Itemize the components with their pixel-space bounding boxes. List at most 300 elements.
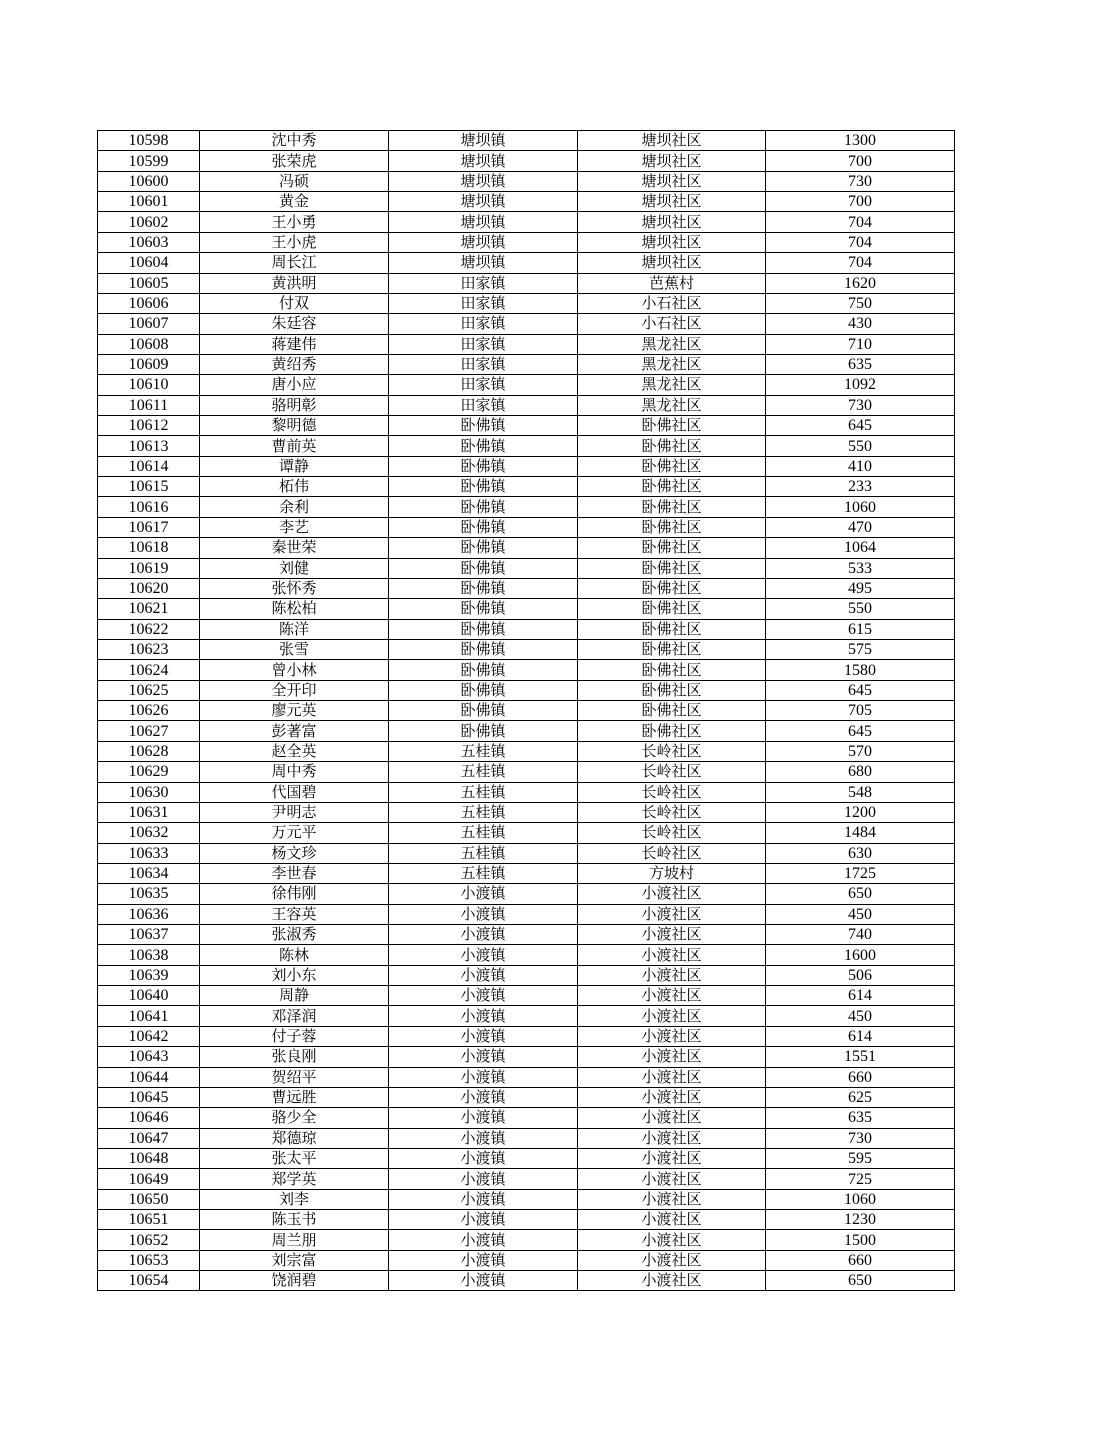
- table-row: [98, 436, 955, 456]
- name-cell: 张淑秀: [200, 925, 389, 945]
- name-cell: 张良刚: [200, 1047, 389, 1067]
- row-id-cell: 10631: [98, 802, 200, 822]
- amount-cell: 430: [766, 314, 955, 334]
- town-cell: 五桂镇: [389, 823, 578, 843]
- name-cell: 赵全英: [200, 741, 389, 761]
- community-cell: 小石社区: [578, 293, 766, 313]
- row-id-cell: 10601: [98, 192, 200, 212]
- row-id-cell: 10612: [98, 416, 200, 436]
- row-id-cell: 10620: [98, 578, 200, 598]
- row-id-cell: 10605: [98, 273, 200, 293]
- row-id-cell: 10607: [98, 314, 200, 334]
- table-row: [98, 701, 955, 721]
- row-id-cell: 10618: [98, 538, 200, 558]
- town-cell: 五桂镇: [389, 802, 578, 822]
- community-cell: 卧佛社区: [578, 497, 766, 517]
- table-row: [98, 273, 955, 293]
- amount-cell: 595: [766, 1148, 955, 1168]
- row-id-cell: 10647: [98, 1128, 200, 1148]
- row-id-cell: 10652: [98, 1230, 200, 1250]
- amount-cell: 645: [766, 721, 955, 741]
- name-cell: 王容英: [200, 904, 389, 924]
- amount-cell: 660: [766, 1250, 955, 1270]
- town-cell: 小渡镇: [389, 1230, 578, 1250]
- name-cell: 冯硕: [200, 171, 389, 191]
- community-cell: 小渡社区: [578, 1189, 766, 1209]
- community-cell: 卧佛社区: [578, 456, 766, 476]
- row-id-cell: 10621: [98, 599, 200, 619]
- table-row: [98, 639, 955, 659]
- community-cell: 塘坝社区: [578, 212, 766, 232]
- name-cell: 付子蓉: [200, 1026, 389, 1046]
- table-row: [98, 599, 955, 619]
- table-row: [98, 863, 955, 883]
- community-cell: 小渡社区: [578, 1108, 766, 1128]
- town-cell: 塘坝镇: [389, 171, 578, 191]
- community-cell: 卧佛社区: [578, 619, 766, 639]
- amount-cell: 730: [766, 1128, 955, 1148]
- community-cell: 小渡社区: [578, 1148, 766, 1168]
- town-cell: 小渡镇: [389, 945, 578, 965]
- amount-cell: 730: [766, 395, 955, 415]
- community-cell: 小渡社区: [578, 1026, 766, 1046]
- community-cell: 小渡社区: [578, 884, 766, 904]
- amount-cell: 506: [766, 965, 955, 985]
- town-cell: 五桂镇: [389, 843, 578, 863]
- amount-cell: 705: [766, 701, 955, 721]
- table-row: [98, 253, 955, 273]
- table-row: [98, 131, 955, 151]
- row-id-cell: 10625: [98, 680, 200, 700]
- row-id-cell: 10614: [98, 456, 200, 476]
- name-cell: 张雪: [200, 639, 389, 659]
- table-row: [98, 517, 955, 537]
- table-row: [98, 416, 955, 436]
- name-cell: 沈中秀: [200, 131, 389, 151]
- amount-cell: 233: [766, 477, 955, 497]
- table-row: [98, 1230, 955, 1250]
- row-id-cell: 10642: [98, 1026, 200, 1046]
- row-id-cell: 10641: [98, 1006, 200, 1026]
- town-cell: 小渡镇: [389, 965, 578, 985]
- community-cell: 长岭社区: [578, 741, 766, 761]
- name-cell: 骆明彰: [200, 395, 389, 415]
- town-cell: 小渡镇: [389, 1148, 578, 1168]
- table-row: [98, 823, 955, 843]
- amount-cell: 1551: [766, 1047, 955, 1067]
- town-cell: 卧佛镇: [389, 436, 578, 456]
- name-cell: 郑学英: [200, 1169, 389, 1189]
- table-row: [98, 395, 955, 415]
- name-cell: 朱廷容: [200, 314, 389, 334]
- town-cell: 塘坝镇: [389, 212, 578, 232]
- amount-cell: 550: [766, 436, 955, 456]
- name-cell: 张怀秀: [200, 578, 389, 598]
- row-id-cell: 10630: [98, 782, 200, 802]
- name-cell: 陈松柏: [200, 599, 389, 619]
- community-cell: 卧佛社区: [578, 416, 766, 436]
- amount-cell: 1060: [766, 1189, 955, 1209]
- town-cell: 卧佛镇: [389, 721, 578, 741]
- row-id-cell: 10653: [98, 1250, 200, 1270]
- amount-cell: 1600: [766, 945, 955, 965]
- row-id-cell: 10623: [98, 639, 200, 659]
- row-id-cell: 10646: [98, 1108, 200, 1128]
- name-cell: 周长江: [200, 253, 389, 273]
- community-cell: 塘坝社区: [578, 192, 766, 212]
- name-cell: 黄金: [200, 192, 389, 212]
- amount-cell: 645: [766, 416, 955, 436]
- amount-cell: 1500: [766, 1230, 955, 1250]
- table-row: [98, 1047, 955, 1067]
- community-cell: 长岭社区: [578, 843, 766, 863]
- town-cell: 五桂镇: [389, 762, 578, 782]
- name-cell: 周中秀: [200, 762, 389, 782]
- row-id-cell: 10637: [98, 925, 200, 945]
- table-row: [98, 762, 955, 782]
- table-row: [98, 802, 955, 822]
- name-cell: 尹明志: [200, 802, 389, 822]
- amount-cell: 700: [766, 151, 955, 171]
- amount-cell: 570: [766, 741, 955, 761]
- table-row: [98, 660, 955, 680]
- town-cell: 小渡镇: [389, 1026, 578, 1046]
- data-table: [97, 130, 955, 1291]
- name-cell: 周兰朋: [200, 1230, 389, 1250]
- name-cell: 蒋建伟: [200, 334, 389, 354]
- row-id-cell: 10629: [98, 762, 200, 782]
- row-id-cell: 10634: [98, 863, 200, 883]
- table-row: [98, 375, 955, 395]
- row-id-cell: 10610: [98, 375, 200, 395]
- amount-cell: 550: [766, 599, 955, 619]
- town-cell: 卧佛镇: [389, 660, 578, 680]
- name-cell: 陈林: [200, 945, 389, 965]
- town-cell: 小渡镇: [389, 1250, 578, 1270]
- table-row: [98, 904, 955, 924]
- table-row: [98, 1067, 955, 1087]
- table-row: [98, 1210, 955, 1230]
- row-id-cell: 10598: [98, 131, 200, 151]
- community-cell: 塘坝社区: [578, 232, 766, 252]
- table-row: [98, 1148, 955, 1168]
- row-id-cell: 10626: [98, 701, 200, 721]
- community-cell: 小渡社区: [578, 1128, 766, 1148]
- table-row: [98, 884, 955, 904]
- name-cell: 张荣虎: [200, 151, 389, 171]
- community-cell: 小渡社区: [578, 986, 766, 1006]
- community-cell: 卧佛社区: [578, 517, 766, 537]
- community-cell: 小渡社区: [578, 945, 766, 965]
- community-cell: 长岭社区: [578, 782, 766, 802]
- community-cell: 黑龙社区: [578, 395, 766, 415]
- amount-cell: 615: [766, 619, 955, 639]
- town-cell: 小渡镇: [389, 1006, 578, 1026]
- community-cell: 卧佛社区: [578, 538, 766, 558]
- amount-cell: 1580: [766, 660, 955, 680]
- table-row: [98, 232, 955, 252]
- amount-cell: 710: [766, 334, 955, 354]
- town-cell: 小渡镇: [389, 904, 578, 924]
- row-id-cell: 10603: [98, 232, 200, 252]
- town-cell: 卧佛镇: [389, 456, 578, 476]
- town-cell: 小渡镇: [389, 1128, 578, 1148]
- amount-cell: 645: [766, 680, 955, 700]
- town-cell: 塘坝镇: [389, 131, 578, 151]
- name-cell: 刘健: [200, 558, 389, 578]
- town-cell: 五桂镇: [389, 782, 578, 802]
- community-cell: 小渡社区: [578, 925, 766, 945]
- town-cell: 卧佛镇: [389, 619, 578, 639]
- amount-cell: 1092: [766, 375, 955, 395]
- table-row: [98, 354, 955, 374]
- row-id-cell: 10643: [98, 1047, 200, 1067]
- community-cell: 芭蕉村: [578, 273, 766, 293]
- row-id-cell: 10624: [98, 660, 200, 680]
- table-row: [98, 1006, 955, 1026]
- community-cell: 小渡社区: [578, 904, 766, 924]
- row-id-cell: 10606: [98, 293, 200, 313]
- name-cell: 柘伟: [200, 477, 389, 497]
- name-cell: 付双: [200, 293, 389, 313]
- community-cell: 塘坝社区: [578, 151, 766, 171]
- table-row: [98, 1026, 955, 1046]
- town-cell: 小渡镇: [389, 1271, 578, 1291]
- community-cell: 小渡社区: [578, 1087, 766, 1107]
- row-id-cell: 10609: [98, 354, 200, 374]
- amount-cell: 725: [766, 1169, 955, 1189]
- table-row: [98, 1169, 955, 1189]
- town-cell: 五桂镇: [389, 741, 578, 761]
- town-cell: 小渡镇: [389, 884, 578, 904]
- community-cell: 长岭社区: [578, 823, 766, 843]
- table-row: [98, 192, 955, 212]
- row-id-cell: 10619: [98, 558, 200, 578]
- town-cell: 卧佛镇: [389, 416, 578, 436]
- amount-cell: 533: [766, 558, 955, 578]
- name-cell: 王小虎: [200, 232, 389, 252]
- amount-cell: 660: [766, 1067, 955, 1087]
- name-cell: 王小勇: [200, 212, 389, 232]
- name-cell: 曹前英: [200, 436, 389, 456]
- community-cell: 小渡社区: [578, 1271, 766, 1291]
- table-row: [98, 1189, 955, 1209]
- community-cell: 卧佛社区: [578, 701, 766, 721]
- town-cell: 小渡镇: [389, 1108, 578, 1128]
- amount-cell: 614: [766, 1026, 955, 1046]
- row-id-cell: 10599: [98, 151, 200, 171]
- community-cell: 卧佛社区: [578, 578, 766, 598]
- name-cell: 曹远胜: [200, 1087, 389, 1107]
- town-cell: 田家镇: [389, 273, 578, 293]
- community-cell: 卧佛社区: [578, 436, 766, 456]
- row-id-cell: 10632: [98, 823, 200, 843]
- town-cell: 卧佛镇: [389, 701, 578, 721]
- town-cell: 小渡镇: [389, 1169, 578, 1189]
- amount-cell: 1060: [766, 497, 955, 517]
- name-cell: 陈玉书: [200, 1210, 389, 1230]
- community-cell: 小渡社区: [578, 1210, 766, 1230]
- row-id-cell: 10644: [98, 1067, 200, 1087]
- town-cell: 田家镇: [389, 293, 578, 313]
- town-cell: 卧佛镇: [389, 477, 578, 497]
- community-cell: 塘坝社区: [578, 171, 766, 191]
- amount-cell: 1200: [766, 802, 955, 822]
- table-row: [98, 171, 955, 191]
- row-id-cell: 10613: [98, 436, 200, 456]
- community-cell: 塘坝社区: [578, 253, 766, 273]
- amount-cell: 1064: [766, 538, 955, 558]
- town-cell: 卧佛镇: [389, 538, 578, 558]
- town-cell: 田家镇: [389, 395, 578, 415]
- name-cell: 黎明德: [200, 416, 389, 436]
- town-cell: 小渡镇: [389, 1087, 578, 1107]
- amount-cell: 1230: [766, 1210, 955, 1230]
- table-row: [98, 334, 955, 354]
- amount-cell: 1620: [766, 273, 955, 293]
- row-id-cell: 10617: [98, 517, 200, 537]
- table-row: [98, 680, 955, 700]
- row-id-cell: 10611: [98, 395, 200, 415]
- row-id-cell: 10638: [98, 945, 200, 965]
- table-row: [98, 1271, 955, 1291]
- town-cell: 小渡镇: [389, 1067, 578, 1087]
- town-cell: 塘坝镇: [389, 192, 578, 212]
- table-row: [98, 843, 955, 863]
- name-cell: 曾小林: [200, 660, 389, 680]
- table-row: [98, 477, 955, 497]
- name-cell: 刘宗富: [200, 1250, 389, 1270]
- community-cell: 小渡社区: [578, 1047, 766, 1067]
- community-cell: 卧佛社区: [578, 599, 766, 619]
- community-cell: 卧佛社区: [578, 639, 766, 659]
- community-cell: 长岭社区: [578, 762, 766, 782]
- community-cell: 卧佛社区: [578, 660, 766, 680]
- row-id-cell: 10639: [98, 965, 200, 985]
- amount-cell: 1300: [766, 131, 955, 151]
- row-id-cell: 10633: [98, 843, 200, 863]
- amount-cell: 704: [766, 232, 955, 252]
- table-row: [98, 212, 955, 232]
- name-cell: 张太平: [200, 1148, 389, 1168]
- row-id-cell: 10635: [98, 884, 200, 904]
- town-cell: 卧佛镇: [389, 639, 578, 659]
- amount-cell: 635: [766, 1108, 955, 1128]
- row-id-cell: 10654: [98, 1271, 200, 1291]
- community-cell: 长岭社区: [578, 802, 766, 822]
- row-id-cell: 10616: [98, 497, 200, 517]
- name-cell: 秦世荣: [200, 538, 389, 558]
- town-cell: 田家镇: [389, 354, 578, 374]
- name-cell: 万元平: [200, 823, 389, 843]
- town-cell: 卧佛镇: [389, 517, 578, 537]
- amount-cell: 1484: [766, 823, 955, 843]
- table-row: [98, 945, 955, 965]
- table-row: [98, 578, 955, 598]
- name-cell: 李世春: [200, 863, 389, 883]
- name-cell: 刘李: [200, 1189, 389, 1209]
- amount-cell: 650: [766, 1271, 955, 1291]
- row-id-cell: 10645: [98, 1087, 200, 1107]
- row-id-cell: 10622: [98, 619, 200, 639]
- name-cell: 彭著富: [200, 721, 389, 741]
- town-cell: 卧佛镇: [389, 578, 578, 598]
- name-cell: 李艺: [200, 517, 389, 537]
- row-id-cell: 10649: [98, 1169, 200, 1189]
- name-cell: 邓泽润: [200, 1006, 389, 1026]
- table-row: [98, 558, 955, 578]
- amount-cell: 575: [766, 639, 955, 659]
- amount-cell: 680: [766, 762, 955, 782]
- name-cell: 全开印: [200, 680, 389, 700]
- community-cell: 黑龙社区: [578, 334, 766, 354]
- town-cell: 卧佛镇: [389, 497, 578, 517]
- town-cell: 卧佛镇: [389, 599, 578, 619]
- name-cell: 周静: [200, 986, 389, 1006]
- town-cell: 塘坝镇: [389, 151, 578, 171]
- amount-cell: 740: [766, 925, 955, 945]
- amount-cell: 614: [766, 986, 955, 1006]
- name-cell: 陈洋: [200, 619, 389, 639]
- community-cell: 黑龙社区: [578, 354, 766, 374]
- name-cell: 徐伟刚: [200, 884, 389, 904]
- community-cell: 小石社区: [578, 314, 766, 334]
- amount-cell: 495: [766, 578, 955, 598]
- community-cell: 卧佛社区: [578, 477, 766, 497]
- community-cell: 小渡社区: [578, 1230, 766, 1250]
- row-id-cell: 10600: [98, 171, 200, 191]
- name-cell: 唐小应: [200, 375, 389, 395]
- name-cell: 郑德琼: [200, 1128, 389, 1148]
- community-cell: 方坡村: [578, 863, 766, 883]
- table-row: [98, 456, 955, 476]
- town-cell: 卧佛镇: [389, 558, 578, 578]
- row-id-cell: 10636: [98, 904, 200, 924]
- community-cell: 卧佛社区: [578, 558, 766, 578]
- name-cell: 黄绍秀: [200, 354, 389, 374]
- row-id-cell: 10628: [98, 741, 200, 761]
- amount-cell: 704: [766, 253, 955, 273]
- row-id-cell: 10608: [98, 334, 200, 354]
- town-cell: 塘坝镇: [389, 253, 578, 273]
- amount-cell: 730: [766, 171, 955, 191]
- town-cell: 田家镇: [389, 375, 578, 395]
- table-row: [98, 741, 955, 761]
- table-row: [98, 1250, 955, 1270]
- amount-cell: 1725: [766, 863, 955, 883]
- town-cell: 卧佛镇: [389, 680, 578, 700]
- amount-cell: 750: [766, 293, 955, 313]
- amount-cell: 630: [766, 843, 955, 863]
- town-cell: 小渡镇: [389, 1210, 578, 1230]
- table-row: [98, 497, 955, 517]
- row-id-cell: 10627: [98, 721, 200, 741]
- name-cell: 贺绍平: [200, 1067, 389, 1087]
- town-cell: 小渡镇: [389, 925, 578, 945]
- table-row: [98, 1108, 955, 1128]
- community-cell: 小渡社区: [578, 1250, 766, 1270]
- row-id-cell: 10648: [98, 1148, 200, 1168]
- amount-cell: 410: [766, 456, 955, 476]
- table-row: [98, 986, 955, 1006]
- community-cell: 小渡社区: [578, 1067, 766, 1087]
- row-id-cell: 10602: [98, 212, 200, 232]
- table-row: [98, 293, 955, 313]
- name-cell: 余利: [200, 497, 389, 517]
- amount-cell: 625: [766, 1087, 955, 1107]
- amount-cell: 704: [766, 212, 955, 232]
- table-row: [98, 538, 955, 558]
